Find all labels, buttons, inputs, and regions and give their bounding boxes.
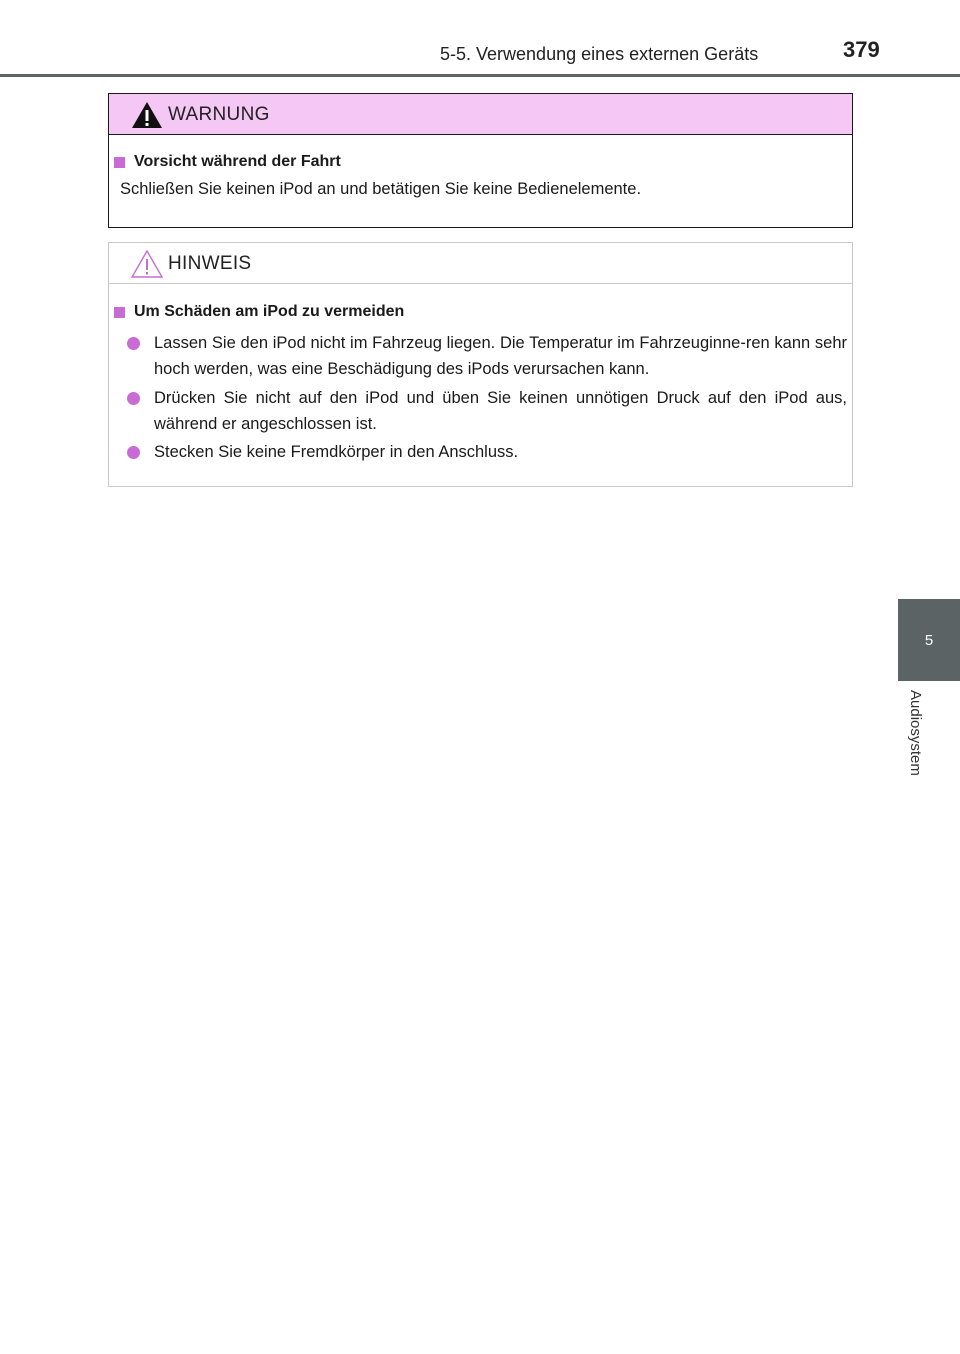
notice-box bbox=[108, 242, 853, 487]
notice-heading-text: Um Schäden am iPod zu vermeiden bbox=[134, 303, 405, 320]
list-item bbox=[127, 439, 847, 465]
chapter-label-container bbox=[900, 690, 930, 800]
warning-heading-text: Vorsicht während der Fahrt bbox=[134, 153, 341, 170]
square-bullet-icon bbox=[114, 307, 125, 318]
circle-bullet-icon bbox=[127, 446, 140, 459]
page-number: 379 bbox=[843, 37, 880, 62]
circle-bullet-icon bbox=[127, 337, 140, 350]
list-item-text: Stecken Sie keine Fremdkörper in den Anschluss. bbox=[154, 443, 519, 461]
section-title: 5-5. Verwendung eines externen Geräts bbox=[440, 44, 759, 64]
list-item bbox=[127, 385, 847, 437]
chapter-label: Audiosystem bbox=[907, 690, 924, 776]
warning-box bbox=[108, 93, 853, 228]
square-bullet-icon bbox=[114, 157, 125, 168]
warning-title: WARNUNG bbox=[168, 104, 270, 125]
list-item-text: Drücken Sie nicht auf den iPod und üben Sie keinen unnötigen Druck auf den iPod aus, während er angeschlossen ist. bbox=[154, 389, 847, 433]
chapter-tab bbox=[898, 599, 960, 681]
warning-text: Schließen Sie keinen iPod an und betätigen Sie keine Bedienelemente. bbox=[120, 180, 642, 198]
warning-triangle-icon bbox=[131, 100, 163, 130]
chapter-number: 5 bbox=[924, 631, 934, 649]
list-item bbox=[127, 330, 847, 382]
notice-title: HINWEIS bbox=[168, 253, 252, 274]
list-item-text: Lassen Sie den iPod nicht im Fahrzeug liegen. Die Temperatur im Fahrzeuginne-ren kann sehr hoch werden, was eine Beschädigung des iPods verursachen kann. bbox=[154, 334, 847, 378]
warning-header bbox=[109, 94, 852, 135]
caution-triangle-icon bbox=[131, 249, 163, 279]
warning-heading bbox=[114, 153, 341, 171]
notice-heading bbox=[114, 303, 404, 321]
header-rule bbox=[0, 74, 960, 77]
circle-bullet-icon bbox=[127, 392, 140, 405]
notice-header bbox=[109, 243, 852, 284]
